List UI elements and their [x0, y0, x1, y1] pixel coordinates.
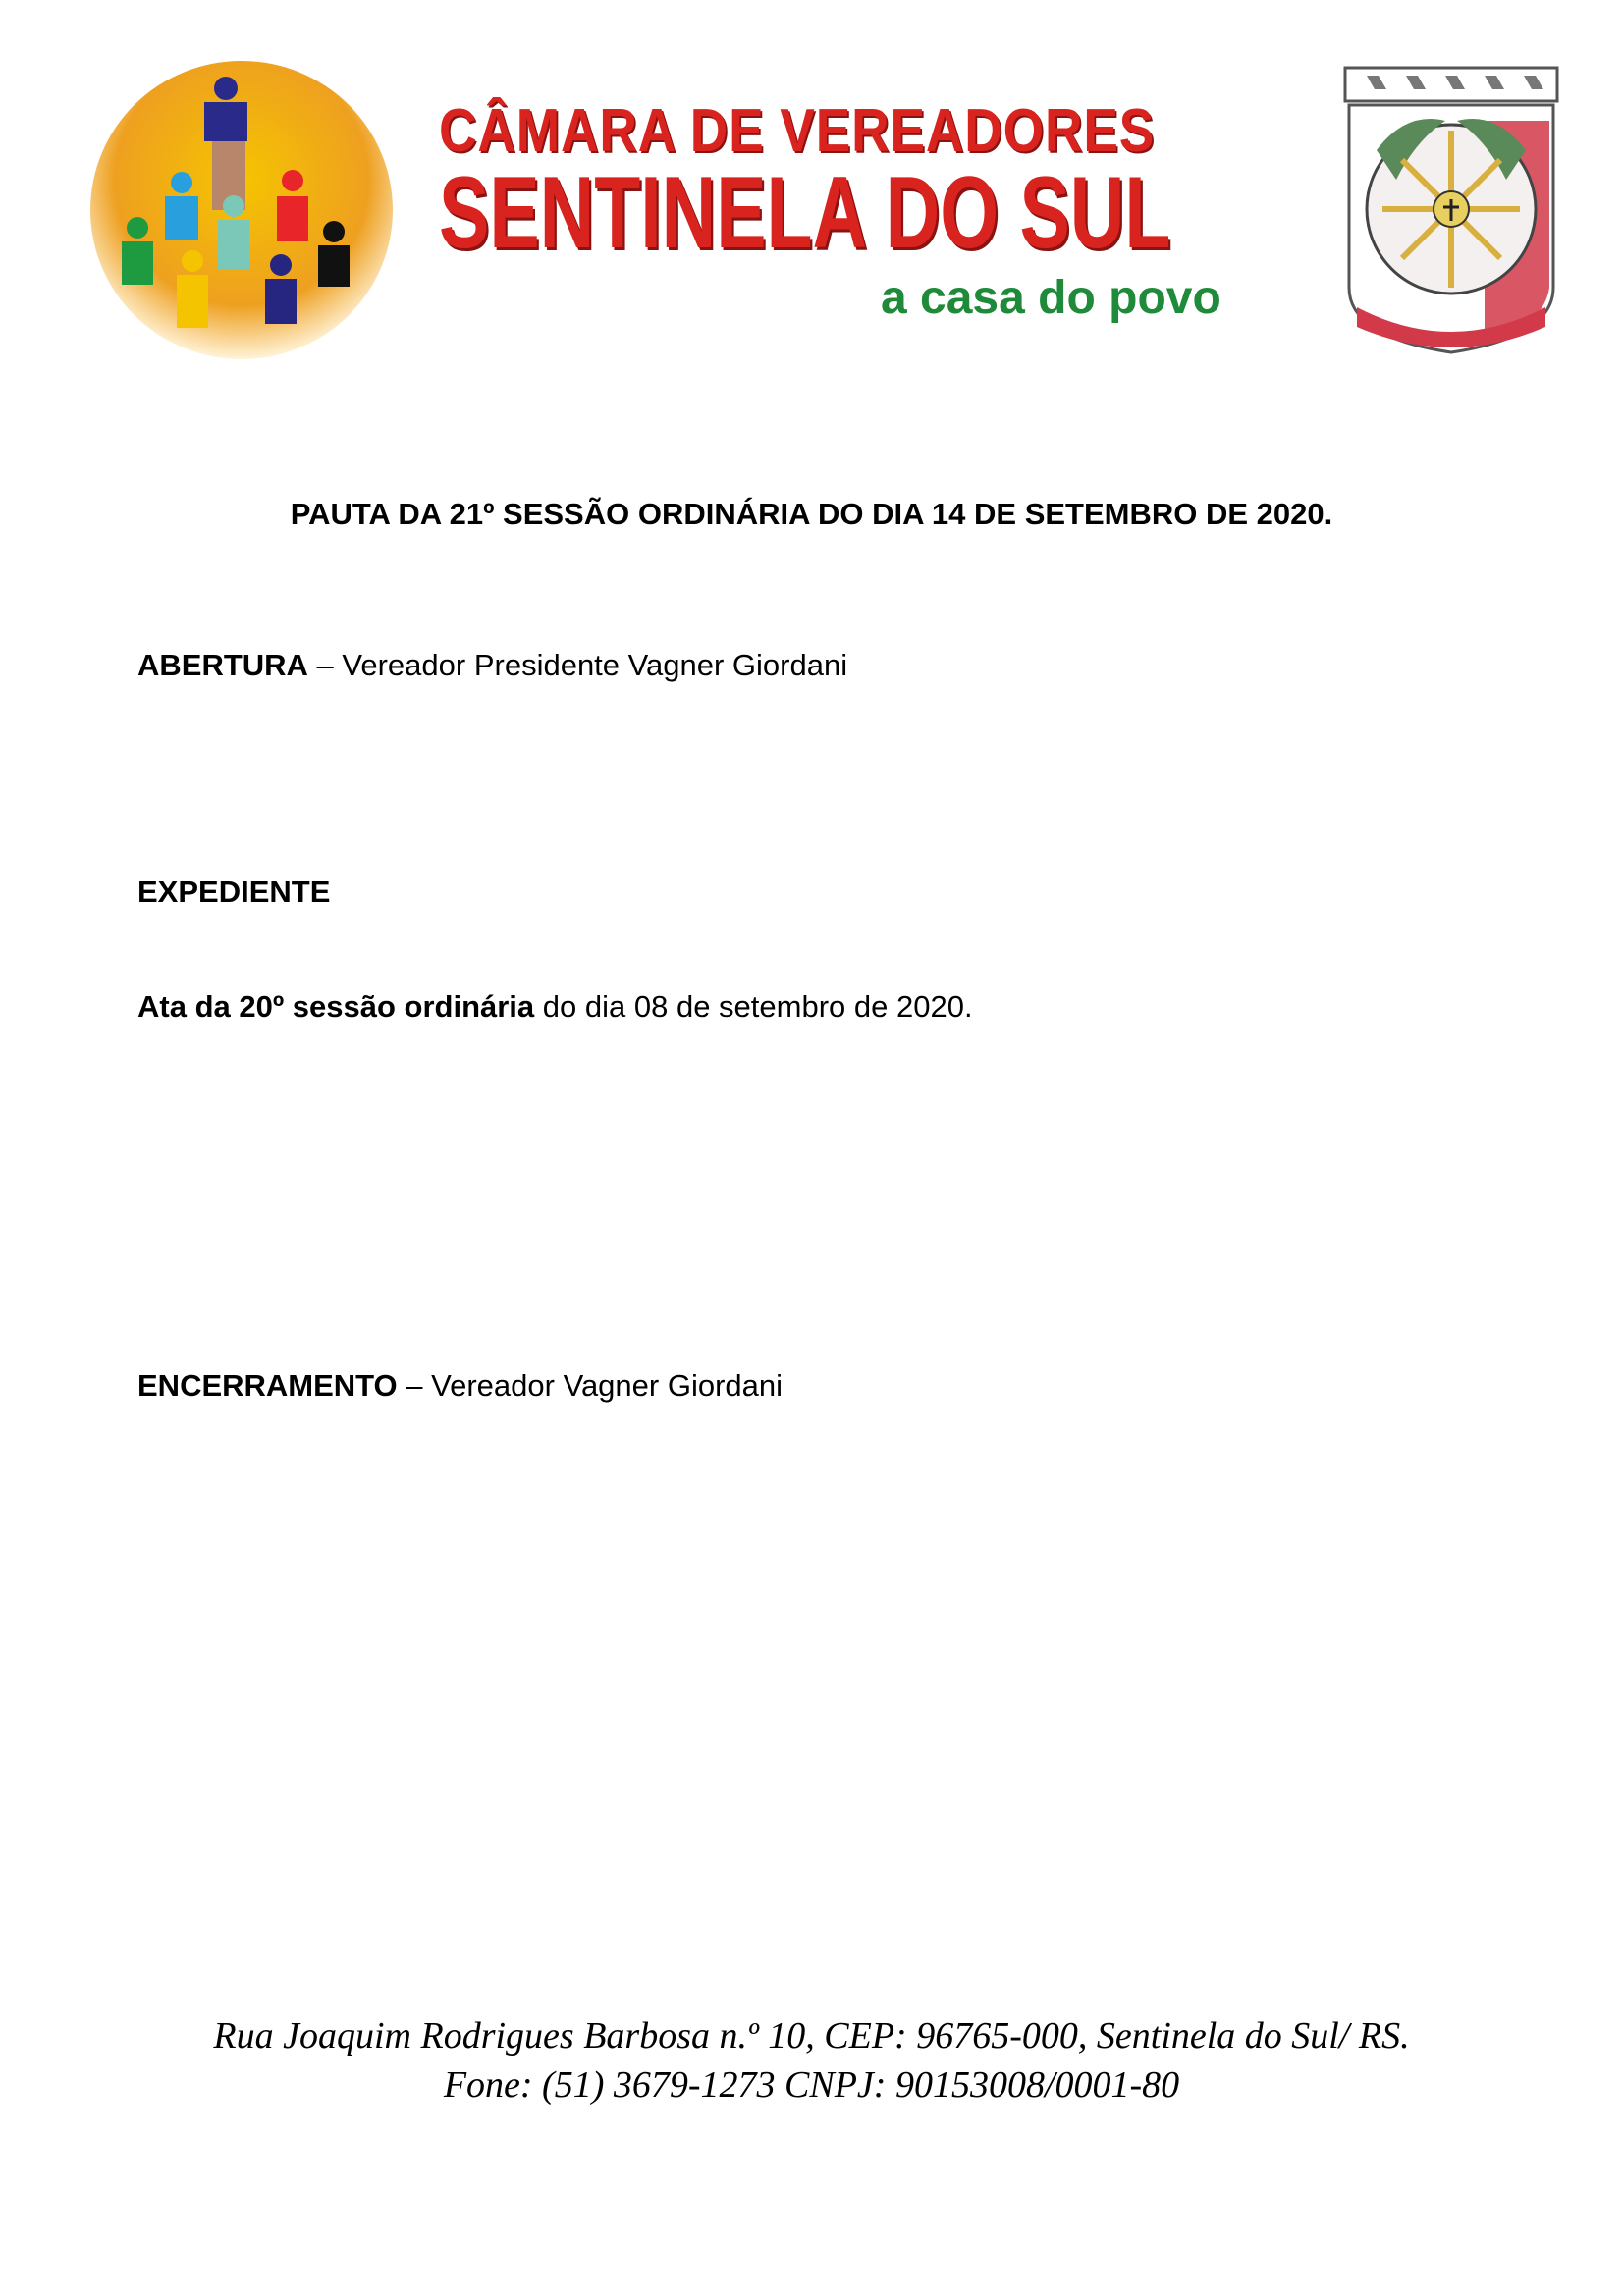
footer-address: Rua Joaquim Rodrigues Barbosa n.º 10, CEP: 96765-000, Sentinela do Sul/ RS. [213, 2015, 1410, 2056]
encerramento-text: – Vereador Vagner Giordani [397, 1368, 784, 1403]
abertura-label: ABERTURA [137, 648, 308, 682]
ata-text: do dia 08 de setembro de 2020. [534, 989, 973, 1024]
ata-line [137, 989, 973, 1025]
expediente-label: EXPEDIENTE [137, 875, 331, 909]
abertura-line [137, 648, 847, 683]
encerramento-label: ENCERRAMENTO [137, 1368, 398, 1403]
document-title: PAUTA DA 21º SESSÃO ORDINÁRIA DO DIA 14 DE SETEMBRO DE 2020. [290, 497, 1333, 531]
abertura-text: – Vereador Presidente Vagner Giordani [307, 648, 848, 682]
footer-contact: Fone: (51) 3679-1273 CNPJ: 90153008/0001-80 [443, 2064, 1180, 2106]
encerramento-line [137, 1368, 783, 1404]
expediente-heading [137, 875, 330, 910]
brand-line-1: CÂMARA DE VEREADORES [439, 97, 1156, 165]
ata-label: Ata da 20º sessão ordinária [137, 989, 535, 1024]
brand-line-2: SENTINELA DO SUL [439, 156, 1171, 270]
chamber-logo [88, 59, 395, 361]
municipal-crest [1337, 62, 1565, 356]
brand-tagline: a casa do povo [881, 272, 1221, 324]
